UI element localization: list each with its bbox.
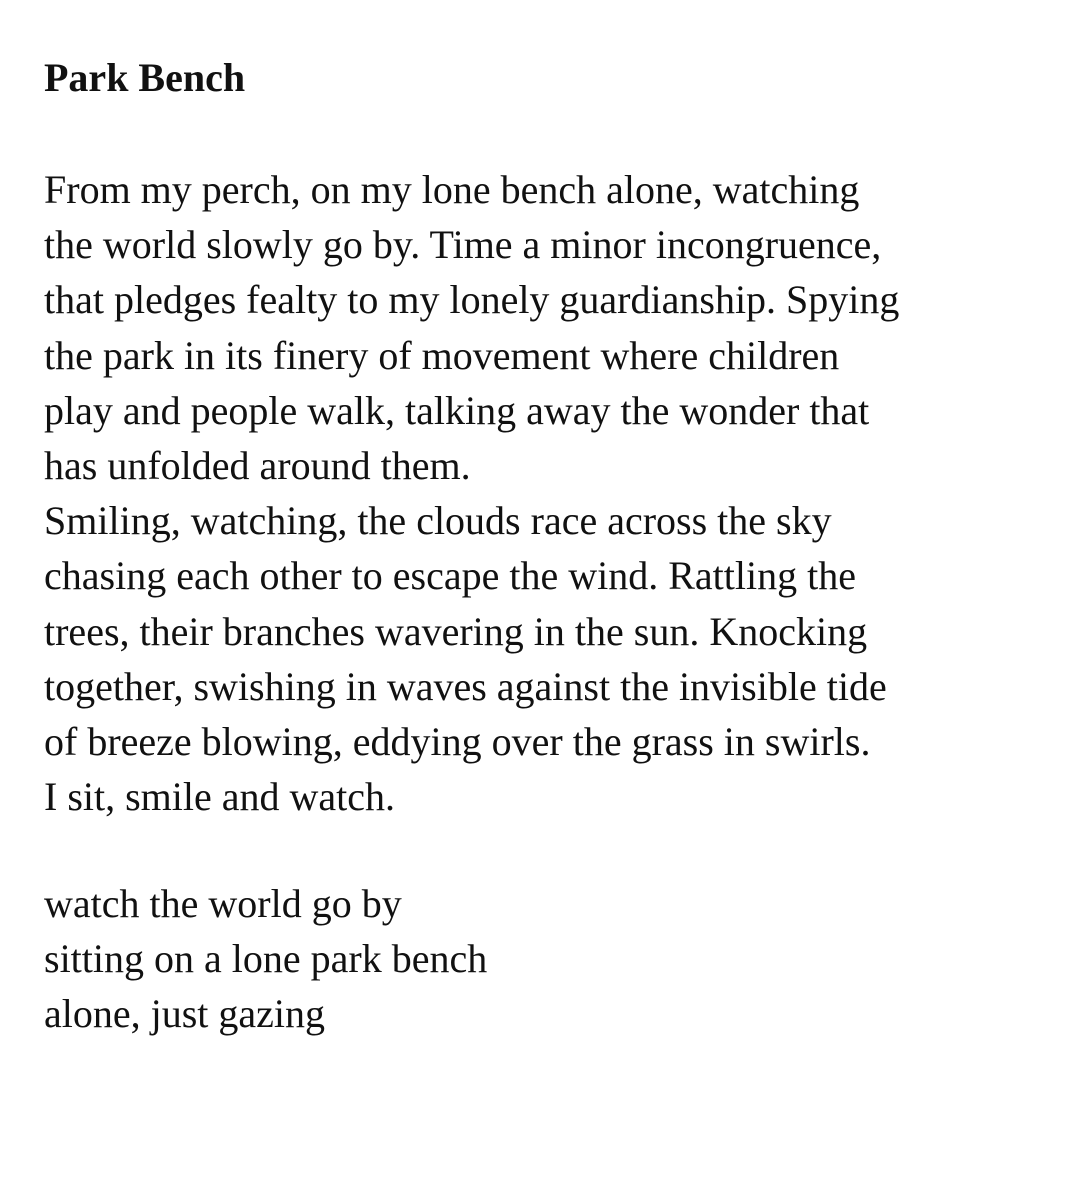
prose-line: that pledges fealty to my lonely guardianship. Spying [44, 277, 900, 323]
prose-line: the park in its finery of movement where children [44, 332, 840, 378]
prose-line: the world slowly go by. Time a minor incongruence, [44, 222, 882, 268]
prose-section [44, 162, 1054, 824]
prose-line: trees, their branches wavering in the sun. Knocking [44, 608, 868, 654]
prose-line: I sit, smile and watch. [44, 774, 396, 820]
prose-line: play and people walk, talking away the wonder that [44, 387, 870, 433]
haiku-section [44, 876, 1054, 1042]
prose-line: chasing each other to escape the wind. Rattling the [44, 553, 856, 599]
prose-line: has unfolded around them. [44, 443, 471, 489]
haiku-line: watch the world go by [44, 881, 402, 926]
haiku-line: sitting on a lone park bench [44, 936, 488, 982]
haiku-line: alone, just gazing [44, 991, 326, 1037]
poem-title: Park Bench [44, 55, 246, 100]
prose-line: of breeze blowing, eddying over the grass in swirls. [44, 719, 871, 765]
prose-line: Smiling, watching, the clouds race across the sky [44, 498, 832, 544]
prose-line: From my perch, on my lone bench alone, watching [44, 167, 860, 212]
prose-line: together, swishing in waves against the invisible tide [44, 663, 887, 709]
